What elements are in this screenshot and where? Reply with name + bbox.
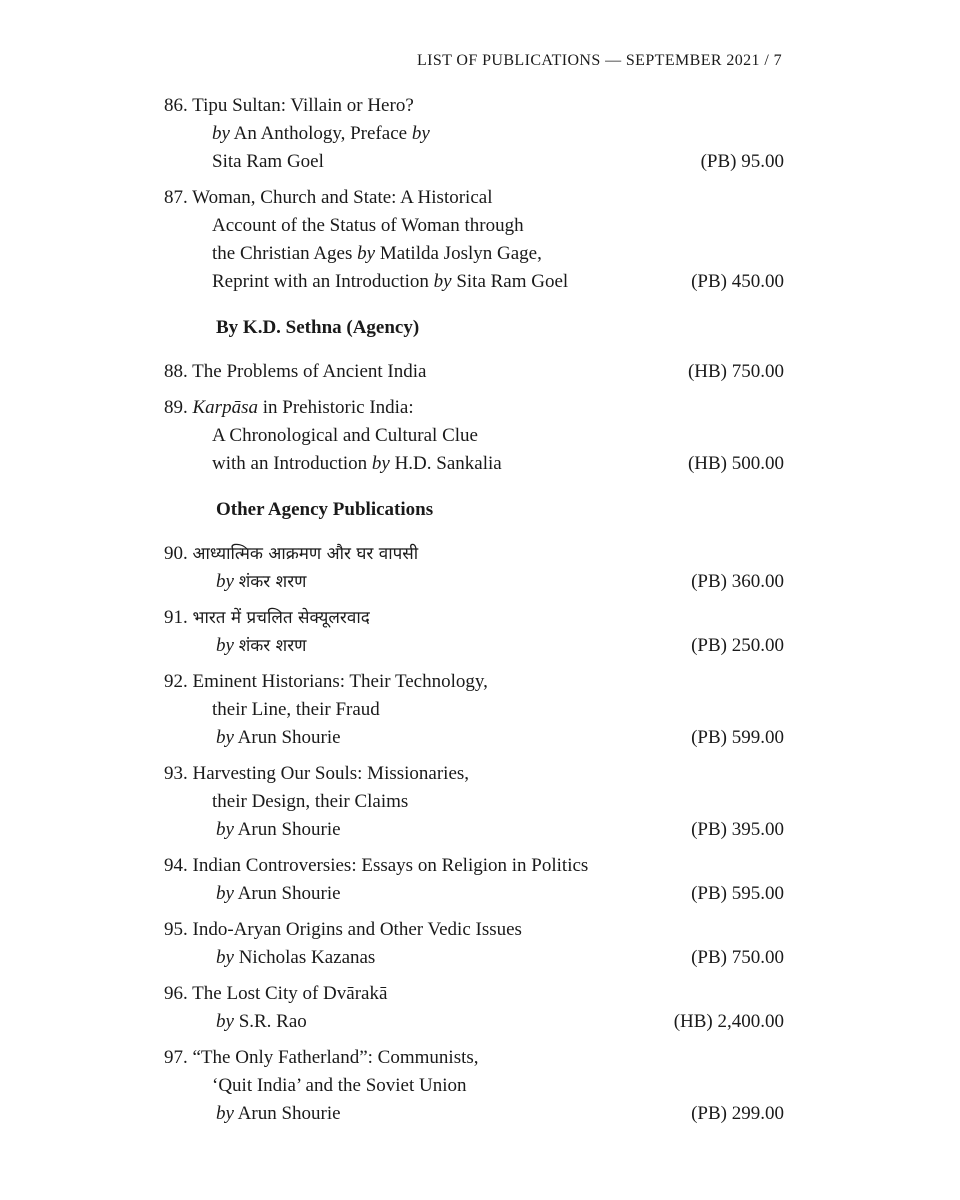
by-label: by xyxy=(357,243,376,264)
by-label: by xyxy=(216,571,234,592)
entry-title-cont: Account of the Status of Woman through xyxy=(212,215,524,236)
entry-price: (HB) 2,400.00 xyxy=(673,1011,784,1032)
publication-entry-94 xyxy=(164,852,784,908)
entry-title: Indian Controversies: Essays on Religion in Politics xyxy=(192,855,589,876)
entry-number: 89. xyxy=(164,397,188,418)
entry-title: Woman, Church and State: A Historical xyxy=(192,187,493,208)
entry-title-cont: ‘Quit India’ and the Soviet Union xyxy=(212,1075,467,1096)
entry-title: in Prehistoric India: xyxy=(262,397,414,418)
entry-price: (HB) 500.00 xyxy=(687,453,784,474)
entry-note: with an Introduction xyxy=(212,453,368,474)
entry-price: (PB) 250.00 xyxy=(691,635,784,656)
by-label: by xyxy=(216,883,234,904)
entry-number: 90. xyxy=(164,543,188,564)
by-label: by xyxy=(411,123,430,144)
running-head: LIST OF PUBLICATIONS — SEPTEMBER 2021 / 7 xyxy=(416,52,782,69)
publication-entry-88 xyxy=(164,358,784,386)
entry-price: (PB) 395.00 xyxy=(691,819,784,840)
publication-list xyxy=(164,92,784,1136)
entry-number: 91. xyxy=(164,607,188,628)
by-label: by xyxy=(371,453,390,474)
section-heading-other: Other Agency Publications xyxy=(216,499,434,520)
entry-price: (PB) 95.00 xyxy=(700,151,784,172)
entry-author: Sita Ram Goel xyxy=(212,151,324,172)
by-label: by xyxy=(433,271,452,292)
entry-price: (PB) 299.00 xyxy=(691,1103,784,1124)
by-label: by xyxy=(216,1011,234,1032)
entry-price: (PB) 599.00 xyxy=(691,727,784,748)
entry-title-cont: the Christian Ages xyxy=(212,243,353,264)
section-heading-sethna: By K.D. Sethna (Agency) xyxy=(216,317,420,338)
publication-entry-93 xyxy=(164,760,784,844)
entry-number: 88. xyxy=(164,361,188,382)
entry-author: S.R. Rao xyxy=(238,1011,307,1032)
entry-author: Arun Shourie xyxy=(237,727,341,748)
by-label: by xyxy=(216,819,234,840)
entry-number: 93. xyxy=(164,763,188,784)
entry-price: (PB) 750.00 xyxy=(691,947,784,968)
publication-entry-90 xyxy=(164,540,784,596)
entry-title: The Lost City of Dvārakā xyxy=(192,983,388,1004)
entry-number: 86. xyxy=(164,95,188,116)
publication-entry-92 xyxy=(164,668,784,752)
entry-number: 95. xyxy=(164,919,188,940)
entry-price: (PB) 450.00 xyxy=(691,271,784,292)
entry-price: (PB) 360.00 xyxy=(691,571,784,592)
by-label: by xyxy=(216,1103,234,1124)
publication-entry-89 xyxy=(164,394,784,478)
entry-author: शंकर शरण xyxy=(238,636,307,656)
entry-price: (HB) 750.00 xyxy=(687,361,784,382)
entry-title-italic: Karpāsa xyxy=(192,397,258,418)
entry-author: Nicholas Kazanas xyxy=(238,947,376,968)
publication-entry-87 xyxy=(164,184,784,296)
entry-title-cont: their Design, their Claims xyxy=(212,791,409,812)
entry-price: (PB) 595.00 xyxy=(691,883,784,904)
entry-line: An Anthology, Preface xyxy=(233,123,408,144)
publication-entry-86 xyxy=(164,92,784,176)
publication-entry-91 xyxy=(164,604,784,660)
by-label: by xyxy=(212,123,230,144)
entry-title: Harvesting Our Souls: Missionaries, xyxy=(192,763,470,784)
entry-number: 92. xyxy=(164,671,188,692)
entry-author: शंकर शरण xyxy=(238,572,307,592)
entry-title: The Problems of Ancient India xyxy=(192,361,427,382)
by-label: by xyxy=(216,635,234,656)
publication-entry-96 xyxy=(164,980,784,1036)
entry-author: Arun Shourie xyxy=(237,819,341,840)
entry-title-cont: A Chronological and Cultural Clue xyxy=(212,425,478,446)
entry-author: Arun Shourie xyxy=(237,883,341,904)
entry-title: Indo-Aryan Origins and Other Vedic Issues xyxy=(192,919,522,940)
publication-entry-95 xyxy=(164,916,784,972)
by-label: by xyxy=(216,947,234,968)
entry-title-cont: their Line, their Fraud xyxy=(212,699,380,720)
publication-entry-97 xyxy=(164,1044,784,1128)
by-label: by xyxy=(216,727,234,748)
entry-title: Eminent Historians: Their Technology, xyxy=(192,671,488,692)
entry-number: 87. xyxy=(164,187,188,208)
entry-note: Reprint with an Introduction xyxy=(212,271,429,292)
entry-number: 94. xyxy=(164,855,188,876)
entry-title: भारत में प्रचलित सेक्यूलरवाद xyxy=(192,608,370,628)
entry-author: Sita Ram Goel xyxy=(456,271,569,292)
entry-number: 97. xyxy=(164,1047,188,1068)
entry-author: Matilda Joslyn Gage, xyxy=(379,243,542,264)
entry-number: 96. xyxy=(164,983,188,1004)
entry-title: “The Only Fatherland”: Communists, xyxy=(192,1047,479,1068)
entry-title: आध्यात्मिक आक्रमण और घर वापसी xyxy=(192,544,419,564)
entry-author: Arun Shourie xyxy=(237,1103,341,1124)
entry-author: H.D. Sankalia xyxy=(394,453,502,474)
entry-title: Tipu Sultan: Villain or Hero? xyxy=(192,95,414,116)
